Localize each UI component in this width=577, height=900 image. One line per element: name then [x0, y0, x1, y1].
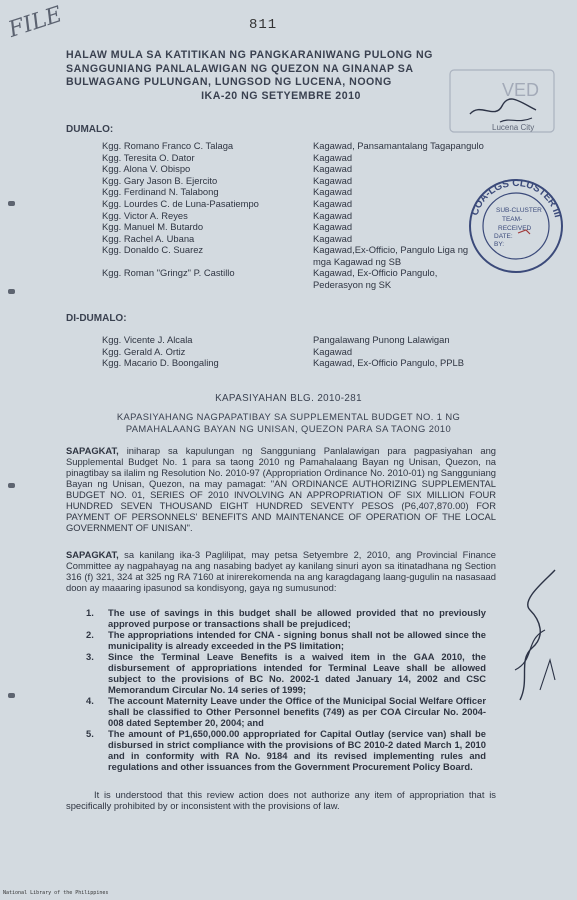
condition-number: 4. — [86, 695, 94, 706]
whereas-text-2: sa kanilang ika-3 Paglilipat, may petsa Setyembre 2, 2010, ang Provincial Finance Committee ay nagpahayag na ang nasabing badyet ay kanilang sinuri ayon sa itinatadhana ng Section 316 (f) 321, 324 at 325 ng RA 7160 at inirerekomenda na ang karagdagang laang-gugulin na nasasaad doon ay maaaring ipasunod sa kondisyong, gaya ng sumusunod: — [66, 549, 496, 593]
attendee-name: Kgg. Gary Jason B. Ejercito — [102, 174, 218, 186]
attendee-name: Kgg. Manuel M. Butardo — [102, 221, 204, 233]
attendee-name: Kgg. Romano Franco C. Talaga — [102, 140, 234, 151]
whereas-label-2: SAPAGKAT, — [66, 549, 119, 560]
attendee-name: Kgg. Macario D. Boongaling — [102, 357, 219, 369]
attendee-name: Kgg. Gerald A. Ortiz — [102, 345, 186, 357]
attendee-name: Kgg. Alona V. Obispo — [102, 163, 191, 175]
received-stamp — [440, 62, 560, 142]
kapasiyahan-number: KAPASIYAHAN BLG. 2010-281 — [215, 393, 362, 404]
header-line-1: HALAW MULA SA KATITIKAN NG PANGKARANIWANG PULONG NG — [66, 49, 433, 61]
di-dumalo-label: DI-DUMALO: — [66, 313, 127, 324]
attendee-position: Kagawad — [313, 163, 353, 175]
attendee-position: Kagawad — [313, 221, 353, 233]
binder-mark — [8, 693, 15, 698]
kapasiyahan-title-line-1: KAPASIYAHANG NAGPAPATIBAY SA SUPPLEMENTAL BUDGET NO. 1 NG — [116, 411, 461, 422]
condition-number: 1. — [86, 607, 94, 618]
condition-text: The account Maternity Leave under the Office of the Municipal Social Welfare Officer shall be classified to Other Personnel benefits (749) as per COA Circular No. 2004-008 dated September 20, 2004; and — [108, 695, 486, 728]
coa-inner-2: TEAM- — [502, 216, 523, 223]
coa-inner-4: DATE: — [494, 233, 513, 240]
kapasiyahan-title-line-2: PAMAHALAANG BAYAN NG UNISAN, QUEZON PARA SA TAONG 2010 — [125, 423, 452, 434]
header-line-2: SANGGUNIANG PANLALAWIGAN NG QUEZON NA GINANAP SA — [66, 62, 414, 75]
whereas-text-1: iniharap sa kapulungan ng Sangguniang Panlalawigan para pagpasiyahan ang Supplemental Budget No. 1 para sa taong 2010 ng Pamahalaang Bayan ng Unisan, Quezon, na pinagtibay sa ilalim ng Resolution No. 2010-97 (Appropriation Ordinance No. 2010-01) ng Sangguniang Bayan ng Unisan, Quezon, na may pamagat: "AN ORDINANCE AUTHORIZING SUPPLEMENTAL BUDGET NO. 01, SERIES OF 2010 INVOLVING AN APPROPRIATION OF SIX MILLION FOUR HUNDRED SEVEN THOUSAND EIGHT HUNDRED SEVENTY PESOS (P6,407,870.00) FOR PAYMENT OF PERSONNELS' BENEFITS AND MAINTENANCE OF OPERATION OF THE LOCAL GOVERNMENT OF UNISAN". — [66, 445, 496, 533]
conditions-list — [86, 607, 486, 772]
attendee-position: Kagawad — [313, 151, 353, 163]
attendee-position: Kagawad — [313, 174, 353, 186]
attendee-position: Kagawad — [313, 186, 353, 198]
binder-mark — [8, 289, 15, 294]
attendee-position: Kagawad, Pansamantalang Tagapangulo — [313, 140, 484, 151]
condition-number: 5. — [86, 728, 94, 739]
document-header — [66, 49, 496, 103]
attendee-position: Kagawad — [313, 345, 353, 357]
attendee-position: Kagawad, Ex-Officio Pangulo, PPLB — [313, 357, 464, 369]
condition-item — [86, 629, 486, 651]
received-stamp-text: VED — [502, 80, 540, 100]
coa-inner-3: RECEIVED — [498, 225, 532, 232]
margin-signature — [500, 560, 570, 710]
condition-text: The use of savings in this budget shall be allowed provided that no previously approved purpose or transactions shall be prejudiced; — [108, 607, 486, 629]
attendee-name: Kgg. Victor A. Reyes — [102, 209, 188, 221]
attendee-name: Kgg. Teresita O. Dator — [102, 151, 195, 163]
attendee-position: Kagawad — [313, 198, 353, 209]
condition-text: The appropriations intended for CNA - signing bonus shall not be allowed since the municipality is already exceeded in the PS limitation; — [108, 629, 486, 651]
condition-item — [86, 607, 486, 629]
condition-item — [86, 695, 486, 728]
received-stamp-city: Lucena City — [492, 123, 535, 132]
attendee-position: Kagawad, Ex-Officio Pangulo, Pederasyon ng SK — [313, 267, 438, 290]
whereas-paragraph-1 — [66, 445, 496, 533]
attendee-position: Kagawad — [313, 209, 353, 221]
condition-number: 2. — [86, 629, 94, 640]
binder-mark — [8, 201, 15, 206]
header-line-3: BULWAGANG PULUNGAN, LUNGSOD NG LUCENA, NOONG — [66, 76, 392, 88]
coa-ring-text: COA-LGS CLUSTER III — [469, 177, 563, 219]
handwritten-file-note: FILE — [5, 2, 66, 43]
attendee-name: Kgg. Rachel A. Ubana — [102, 232, 195, 244]
condition-item — [86, 728, 486, 772]
attendee-position: Kagawad,Ex-Officio, Pangulo Liga ng mga Kagawad ng SB — [313, 244, 469, 267]
attendee-position: Pangalawang Punong Lalawigan — [313, 334, 450, 345]
binder-mark — [8, 483, 15, 488]
attendee-name: Kgg. Donaldo C. Suarez — [102, 244, 204, 256]
attendee-position: Kagawad — [313, 232, 353, 244]
dumalo-label: DUMALO: — [66, 124, 114, 135]
whereas-label-1: SAPAGKAT, — [66, 445, 119, 456]
closing-paragraph: It is understood that this review action does not authorize any item of appropriation that is specifically prohibited by or inconsistent with the provisions of law. — [66, 789, 496, 811]
attendee-name: Kgg. Lourdes C. de Luna-Pasatiempo — [102, 198, 259, 209]
condition-number: 3. — [86, 651, 94, 662]
header-line-4: IKA-20 NG SETYEMBRE 2010 — [201, 89, 361, 102]
whereas-paragraph-2 — [66, 549, 496, 593]
attendee-name: Kgg. Roman "Gringz" P. Castillo — [102, 267, 235, 279]
condition-text: Since the Terminal Leave Benefits is a waived item in the GAA 2010, the disbursement of appropriations intended for Terminal Leave shall be allowed subject to the provisions of BC No. 2002-1 dated January 14, 2002 and CSC Memorandum Circular No. 14 series of 1999; — [108, 651, 486, 695]
attendee-name: Kgg. Vicente J. Alcala — [102, 334, 193, 345]
condition-item — [86, 651, 486, 695]
coa-inner-5: BY: — [494, 241, 505, 248]
scan-footer: National Library of the Philippines — [3, 890, 109, 896]
condition-text: The amount of P1,650,000.00 appropriated for Capital Outlay (service van) shall be disbursed in strict compliance with the provisions of BC 2010-2 dated March 1, 2010 and in conformity with RA No. 9184 and its revised implementing rules and regulations and other issuances from the Government Procurement Policy Board. — [108, 728, 486, 772]
attendee-name: Kgg. Ferdinand N. Talabong — [102, 186, 219, 198]
page-number: 811 — [249, 17, 278, 33]
coa-inner-1: SUB-CLUSTER — [496, 207, 542, 214]
